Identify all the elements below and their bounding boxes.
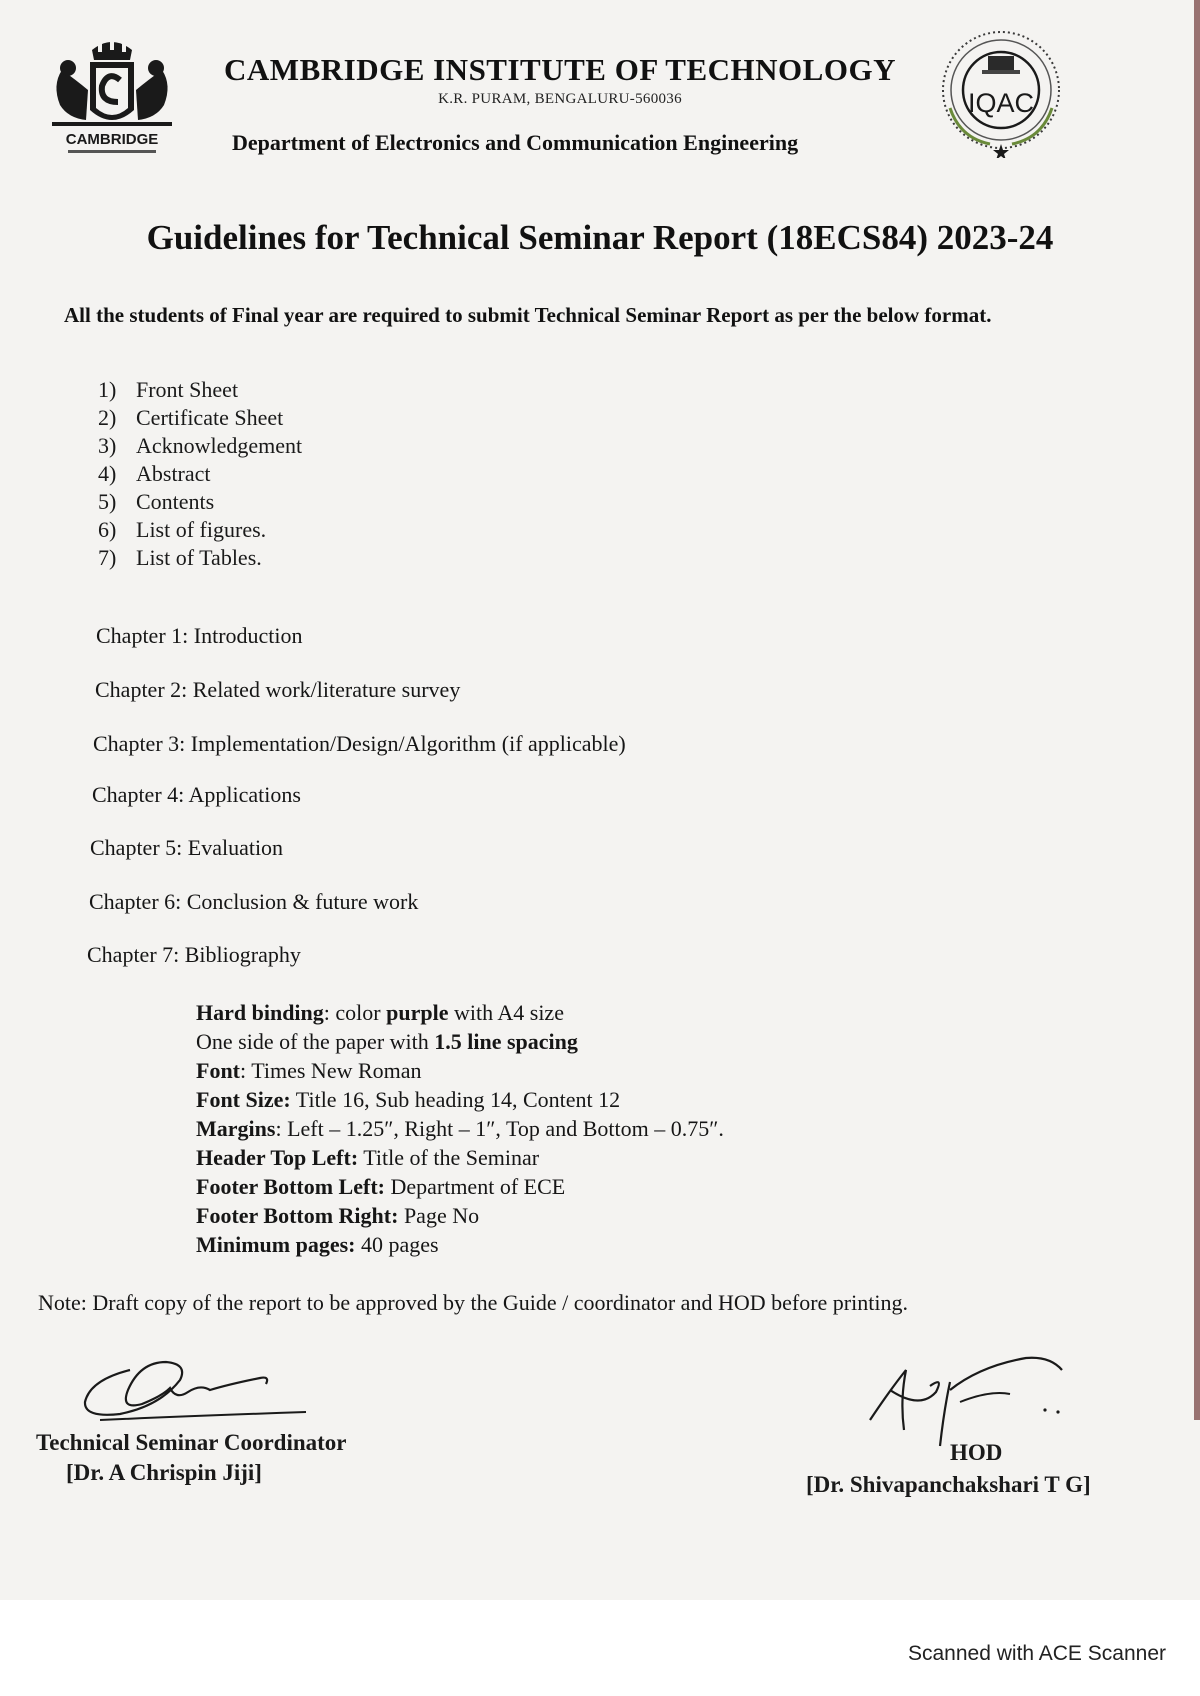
page-edge	[1194, 0, 1200, 1420]
chapter-item: Chapter 4: Applications	[92, 782, 301, 807]
logo-text: CAMBRIDGE	[65, 131, 159, 148]
list-label: Front Sheet	[136, 377, 239, 402]
coordinator-role: Technical Seminar Coordinator	[36, 1430, 347, 1455]
coordinator-name: [Dr. A Chrispin Jiji]	[66, 1460, 262, 1485]
spec-font: Font: Times New Roman	[196, 1058, 422, 1083]
list-label: List of Tables.	[136, 545, 262, 570]
institute-name: CAMBRIDGE INSTITUTE OF TECHNOLOGY	[224, 52, 896, 87]
spec-min-pages: Minimum pages: 40 pages	[196, 1232, 439, 1257]
list-item	[98, 404, 598, 432]
coordinator-signature	[70, 1340, 310, 1430]
chapter-item: Chapter 2: Related work/literature survey	[95, 677, 461, 702]
spec-binding: Hard binding: color purple with A4 size	[196, 1000, 564, 1025]
institute-address: K.R. PURAM, BENGALURU-560036	[438, 91, 682, 107]
cambridge-crest-logo	[42, 30, 182, 160]
list-number: 7)	[98, 545, 117, 570]
list-label: Acknowledgement	[136, 433, 303, 458]
spec-font-size: Font Size: Title 16, Sub heading 14, Content 12	[196, 1087, 621, 1112]
list-label: Abstract	[136, 461, 211, 486]
list-number: 1)	[98, 377, 117, 402]
chapter-item: Chapter 7: Bibliography	[87, 942, 301, 967]
scanner-watermark: Scanned with ACE Scanner	[908, 1642, 1166, 1665]
front-matter-list	[98, 376, 598, 572]
approval-note: Note: Draft copy of the report to be approved by the Guide / coordinator and HOD before printing.	[38, 1290, 908, 1315]
list-label: Certificate Sheet	[136, 405, 284, 430]
spec-margins: Margins: Left – 1.25″, Right – 1″, Top and Bottom – 0.75″.	[196, 1116, 724, 1141]
list-label: Contents	[136, 489, 215, 514]
spec-header: Header Top Left: Title of the Seminar	[196, 1145, 540, 1170]
iqac-seal-logo	[930, 28, 1072, 158]
formatting-specs	[196, 998, 896, 1259]
chapter-item: Chapter 5: Evaluation	[90, 835, 284, 860]
list-number: 3)	[98, 433, 117, 458]
list-item	[98, 460, 598, 488]
department-name: Department of Electronics and Communication Engineering	[232, 130, 799, 155]
chapter-item: Chapter 1: Introduction	[96, 623, 303, 648]
spec-footer-left: Footer Bottom Left: Department of ECE	[196, 1174, 566, 1199]
list-item	[98, 516, 598, 544]
document-title: Guidelines for Technical Seminar Report (18ECS84) 2023-24	[146, 218, 1054, 257]
intro-paragraph: All the students of Final year are required to submit Technical Seminar Report as per the below format.	[64, 303, 992, 327]
chapter-item: Chapter 6: Conclusion & future work	[89, 889, 419, 914]
list-label: List of figures.	[136, 517, 267, 542]
list-item	[98, 544, 598, 572]
chapter-item: Chapter 3: Implementation/Design/Algorithm (if applicable)	[93, 731, 626, 756]
list-item	[98, 488, 598, 516]
list-item	[98, 376, 598, 404]
list-number: 4)	[98, 461, 117, 486]
list-number: 5)	[98, 489, 117, 514]
hod-name: [Dr. Shivapanchakshari T G]	[806, 1472, 1091, 1497]
list-number: 6)	[98, 517, 117, 542]
spec-paper: One side of the paper with 1.5 line spacing	[196, 1029, 578, 1054]
list-item	[98, 432, 598, 460]
spec-footer-right: Footer Bottom Right: Page No	[196, 1203, 480, 1228]
list-number: 2)	[98, 405, 117, 430]
hod-role: HOD	[950, 1440, 1003, 1465]
iqac-text: IQAC	[967, 88, 1035, 118]
